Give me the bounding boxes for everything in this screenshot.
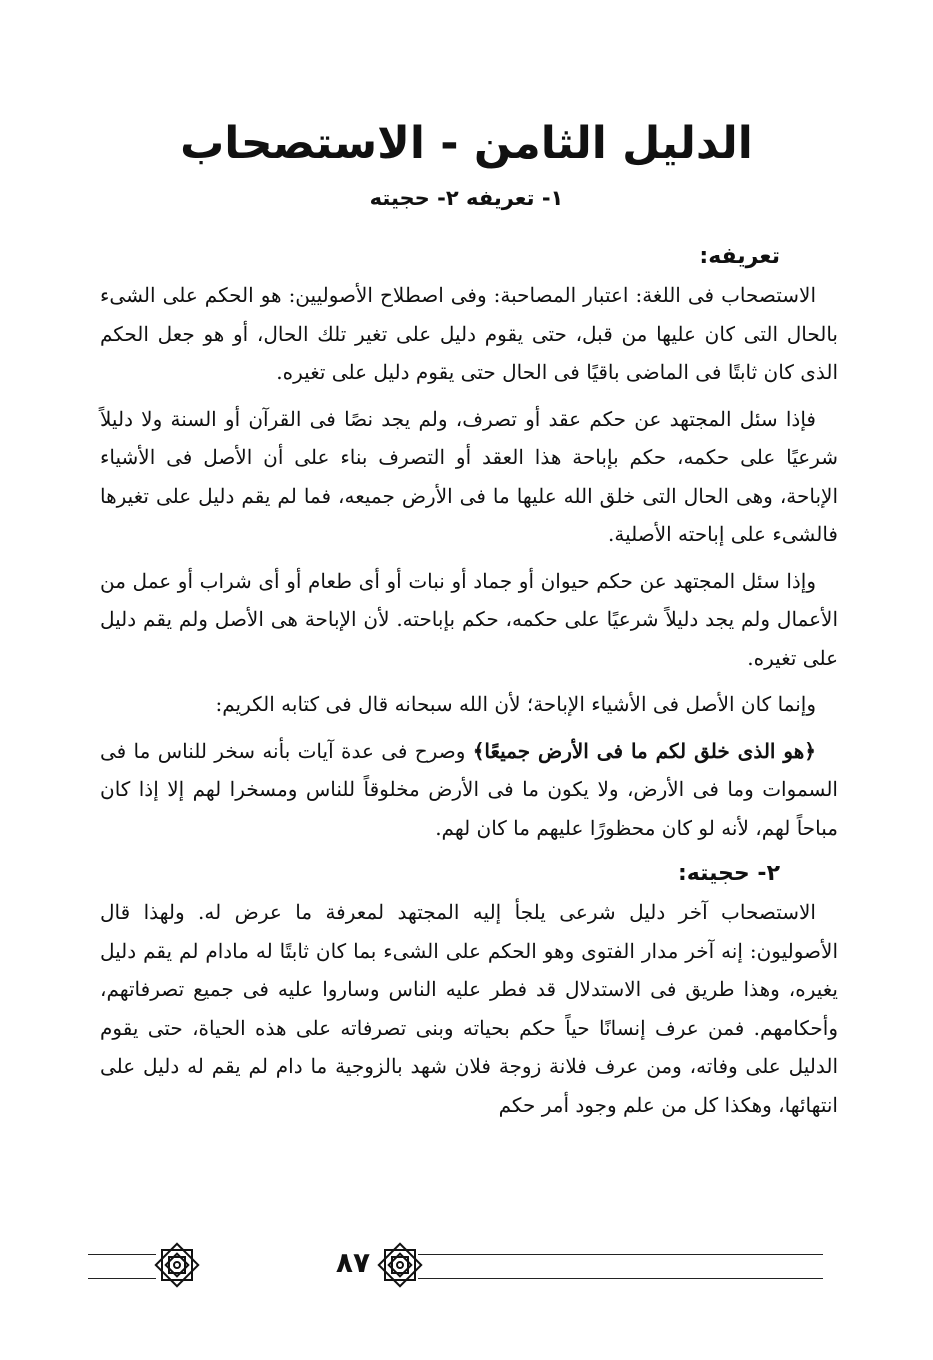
page-footer xyxy=(88,1236,823,1296)
footer-rule xyxy=(418,1254,823,1255)
octagonal-star-ornament-icon xyxy=(373,1238,427,1292)
footer-rule xyxy=(88,1278,156,1279)
chapter-title: الدليل الثامن - الاستصحاب xyxy=(180,118,753,169)
section-heading-definition: تعريفه: xyxy=(699,244,780,269)
page-number: ٨٧ xyxy=(335,1246,371,1279)
quote-continuation: وصرح فى عدة آيات بأنه سخر للناس ما فى السموات وما فى الأرض، ولا يكون ما فى الأرض مخلوقاً للناس ومسخرا لهم إلا إذا كان مباحاً لهم، لأنه لو كان محظورًا عليهم ما كان لهم. xyxy=(100,738,838,840)
quran-paragraph xyxy=(100,732,838,848)
paragraph: وإنما كان الأصل فى الأشياء الإباحة؛ لأن الله سبحانه قال فى كتابه الكريم: xyxy=(215,692,816,716)
quran-quote: ﴿هو الذى خلق لكم ما فى الأرض جميعًا﴾ xyxy=(472,738,817,763)
section-heading-authority: ٢- حجيته: xyxy=(677,861,780,886)
paragraph: وإذا سئل المجتهد عن حكم حيوان أو جماد أو نبات أو أى طعام أو أى شراب أو عمل من الأعمال ولم يجد دليلاً شرعيًا على حكمه، حكم بإباحته. لأن الإباحة هى الأصل ولم يقم دليل على تغيره. xyxy=(100,568,839,670)
chapter-subtitle: ١- تعريفه ٢- حجيته xyxy=(369,186,564,210)
paragraph: الاستصحاب فى اللغة: اعتبار المصاحبة: وفى اصطلاح الأصوليين: هو الحكم على الشىء بالحال التى كان عليها من قبل، حتى يقوم دليل على تغير تلك الحال، أو هو جعل الحكم الذى كان ثابتًا فى الماضى باقيًا فى الحال حتى يقوم دليل على تغيره. xyxy=(100,283,838,384)
octagonal-star-ornament-icon xyxy=(150,1238,204,1292)
paragraph: فإذا سئل المجتهد عن حكم عقد أو تصرف، ولم يجد نصًا فى القرآن أو السنة ولا دليلاً شرعيًا على حكمه، حكم بإباحة هذا العقد أو التصرف بناء على أن الأصل فى الأشياء الإباحة، وهى الحال التى خلق الله عليها ما فى الأرض جميعه، فما لم يقم دليل على تغيرها فالشىء على إباحته الأصلية. xyxy=(100,406,838,546)
body-text xyxy=(100,238,838,1132)
paragraph: الاستصحاب آخر دليل شرعى يلجأ إليه المجتهد لمعرفة ما عرض له. ولهذا قال الأصوليون: إنه آخر مدار الفتوى وهو الحكم على الشىء بما كان ثابتًا له مادام لم يقم دليل يغيره، وهذا طريق فى الاستدلال قد فطر عليه الناس وساروا عليه فى جميع تصرفاتهم، وأحكامهم. فمن عرف إنسانًا حياً حكم بحياته وبنى تصرفاته على هذه الحياة، حتى يقوم الدليل على وفاته، ومن عرف فلانة زوجة فلان شهد بالزوجية ما دام لم يقم له دليل على انتهائها، وهكذا كل من علم وجود أمر حكم xyxy=(100,900,838,1117)
footer-rule xyxy=(418,1278,823,1279)
footer-rule xyxy=(88,1254,156,1255)
